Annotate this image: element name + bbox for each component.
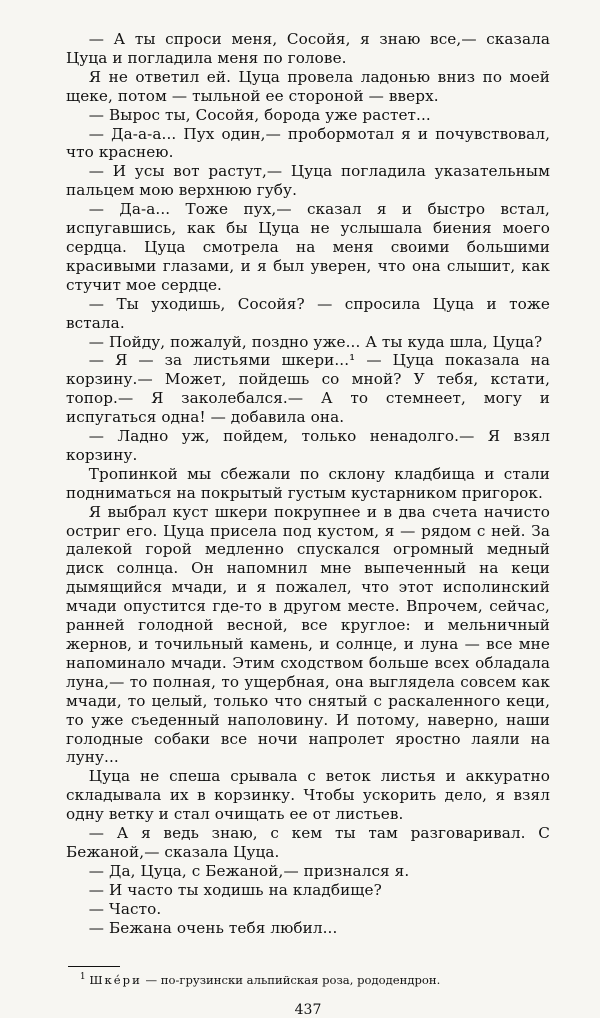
paragraph: — И усы вот растут,— Цуца погладила указательным пальцем мою верхнюю губу. — [66, 162, 550, 200]
footnote-term: Шкéри — [89, 972, 142, 987]
paragraph: — Да-а... Тоже пух,— сказал я и быстро встал, испугавшись, как бы Цуца не услышала биения моего сердца. Цуца смотрела на меня своими большими красивыми глазами, и я был уверен, что она слышит, как стучит мое сердце. — [66, 200, 550, 294]
paragraph: — Пойду, пожалуй, поздно уже... А ты куда шла, Цуца? — [88, 332, 543, 351]
paragraph: — Да, Цуца, с Бежаной,— признался я. — [88, 861, 410, 880]
paragraph: — Часто. — [88, 899, 162, 918]
paragraph: — Ты уходишь, Сосойя? — спросила Цуца и тоже встала. — [66, 294, 550, 332]
page-number: 437 — [294, 1001, 322, 1018]
main-text — [66, 30, 550, 938]
footnote — [66, 973, 550, 988]
paragraph: Я не ответил ей. Цуца провела ладонью вниз по моей щеке, потом — тыльной ее стороной — вверх. — [66, 67, 550, 105]
footnote-marker: 1 — [79, 971, 86, 982]
paragraph: Тропинкой мы сбежали по склону кладбища и стали подниматься на покрытый густым кустарником пригорок. — [66, 464, 550, 502]
paragraph: — А ты спроси меня, Сосойя, я знаю все,— сказала Цуца и погладила меня по голове. — [66, 30, 550, 67]
paragraph: — Бежана очень тебя любил... — [88, 918, 338, 937]
footnote-divider — [68, 966, 120, 967]
footnote-text: — по-грузински альпийская роза, рододендрон. — [141, 972, 441, 987]
paragraph: — Я — за листьями шкери...¹ — Цуца показала на корзину.— Может, пойдешь со мной? У тебя, кстати, топор.— Я заколебался.— А то стемнеет, могу и испугаться одна! — добавила она. — [66, 351, 550, 427]
paragraph: — Ладно уж, пойдем, только ненадолго.— Я взял корзину. — [66, 427, 550, 464]
paragraph: — Вырос ты, Сосойя, борода уже растет... — [88, 105, 431, 124]
paragraph: Цуца не спеша срывала с веток листья и аккуратно складывала их в корзинку. Чтобы ускорить дело, я взял одну ветку и стал очищать ее от листьев. — [66, 767, 550, 824]
paragraph: Я выбрал куст шкери покрупнее и в два счета начисто остриг его. Цуца присела под кустом, я — рядом с ней. За далекой горой медленно спускался огромный медный диск солнца. Он напомнил мне выпеченный на кеци дымящийся мчади, и я пожалел, что этот исполинский мчади опустится где-то в другом месте. Впрочем, сейчас, ранней голодной весной, все круглое: и мельничный жернов, и точильный камень, и солнце, и луна — все мне напоминало мчади. Этим сходством больше всех обладала луна,— то полная, то ущербная, она выглядела совсем как мчади, то целый, только что снятый с раскаленного кеци, то уже съеденный наполовину. И потому, наверно, наши голодные собаки все ночи напролет яростно лаяли на луну... — [66, 502, 550, 767]
paragraph: — И часто ты ходишь на кладбище? — [88, 880, 382, 899]
paragraph: — Да-а-а... Пух один,— пробормотал я и почувствовал, что краснею. — [66, 124, 550, 162]
paragraph: — А я ведь знаю, с кем ты там разговаривал. С Бежаной,— сказала Цуца. — [66, 824, 550, 861]
